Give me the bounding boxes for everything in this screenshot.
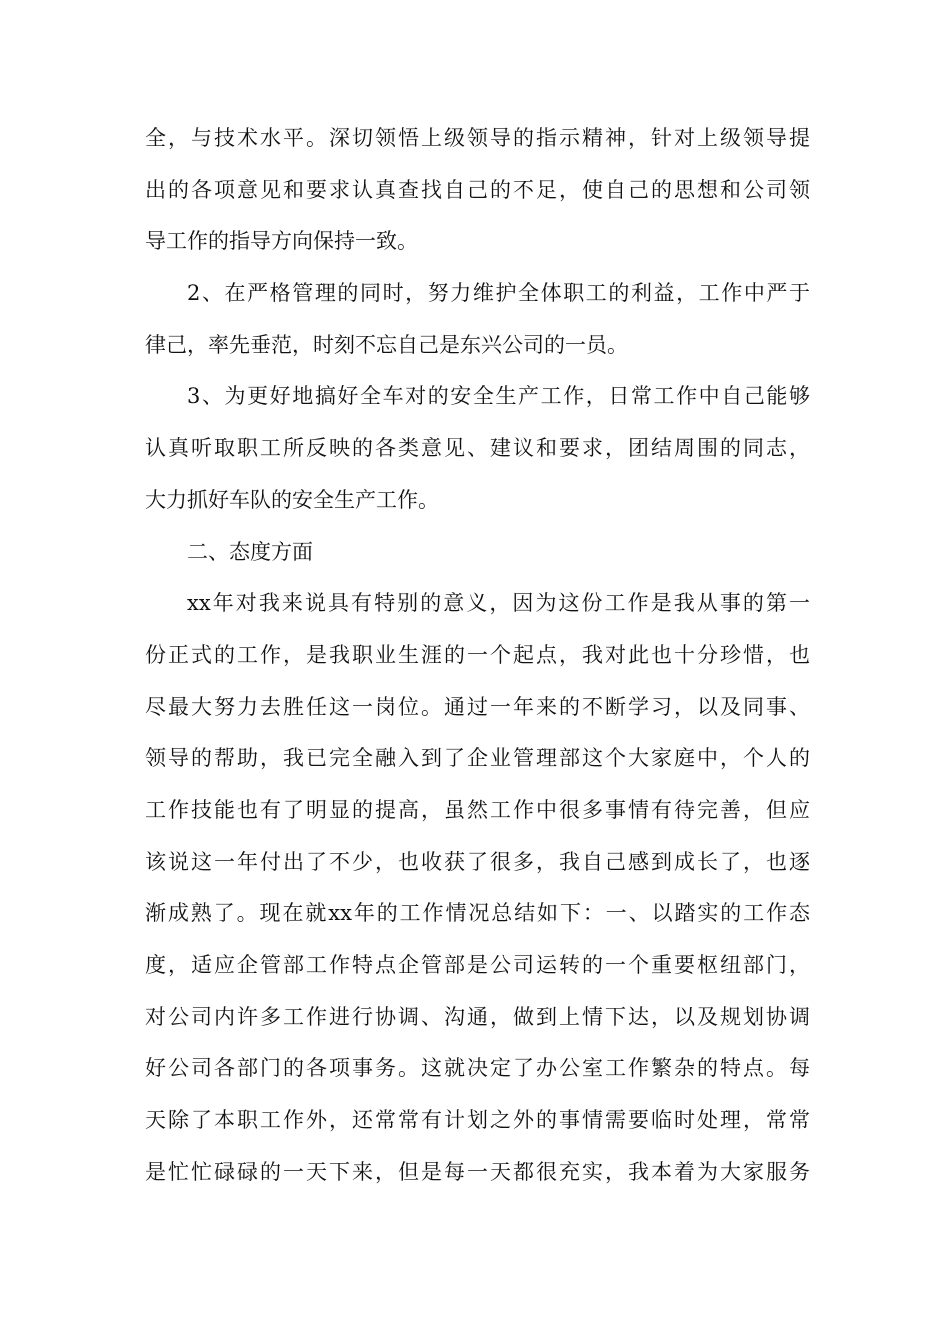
paragraph-line: 领导的帮助，我已完全融入到了企业管理部这个大家庭中，个人的 bbox=[145, 746, 810, 771]
list-item-3-line: 3、为更好地搞好全车对的安全生产工作，日常工作中自己能够 bbox=[187, 384, 810, 409]
paragraph-line: 天除了本职工作外，还常常有计划之外的事情需要临时处理，常常 bbox=[145, 1108, 810, 1133]
paragraph-line: 工作技能也有了明显的提高，虽然工作中很多事情有待完善，但应 bbox=[145, 797, 810, 822]
list-item-3-line: 大力抓好车队的安全生产工作。 bbox=[145, 487, 439, 512]
body-line: 导工作的指导方向保持一致。 bbox=[145, 229, 418, 254]
paragraph-line: 渐成熟了。现在就xx年的工作情况总结如下：一、以踏实的工作态 bbox=[145, 901, 810, 926]
paragraph-line: 度，适应企管部工作特点企管部是公司运转的一个重要枢纽部门， bbox=[145, 953, 810, 977]
paragraph-line: 好公司各部门的各项事务。这就决定了办公室工作繁杂的特点。每 bbox=[145, 1056, 810, 1081]
body-line: 出的各项意见和要求认真查找自己的不足，使自己的思想和公司领 bbox=[145, 177, 810, 202]
paragraph-line: xx年对我来说具有特别的意义，因为这份工作是我从事的第一 bbox=[187, 591, 810, 616]
paragraph-line: 是忙忙碌碌的一天下来，但是每一天都很充实，我本着为大家服务 bbox=[145, 1159, 810, 1184]
body-line: 全，与技术水平。深切领悟上级领导的指示精神，针对上级领导提 bbox=[145, 126, 810, 150]
list-item-3-line: 认真听取职工所反映的各类意见、建议和要求，团结周围的同志， bbox=[145, 436, 810, 461]
list-item-2-line: 2、在严格管理的同时，努力维护全体职工的利益，工作中严于 bbox=[187, 281, 810, 306]
paragraph-line: 份正式的工作，是我职业生涯的一个起点，我对此也十分珍惜，也 bbox=[145, 642, 810, 667]
document-body bbox=[145, 118, 810, 1203]
paragraph-line: 尽最大努力去胜任这一岗位。通过一年来的不断学习，以及同事、 bbox=[145, 694, 810, 719]
list-item-2-line: 律己，率先垂范，时刻不忘自己是东兴公司的一员。 bbox=[145, 332, 628, 357]
paragraph-line: 对公司内许多工作进行协调、沟通，做到上情下达，以及规划协调 bbox=[145, 1004, 810, 1029]
section-heading: 二、态度方面 bbox=[187, 539, 313, 564]
paragraph-line: 该说这一年付出了不少，也收获了很多，我自己感到成长了，也逐 bbox=[145, 849, 810, 874]
